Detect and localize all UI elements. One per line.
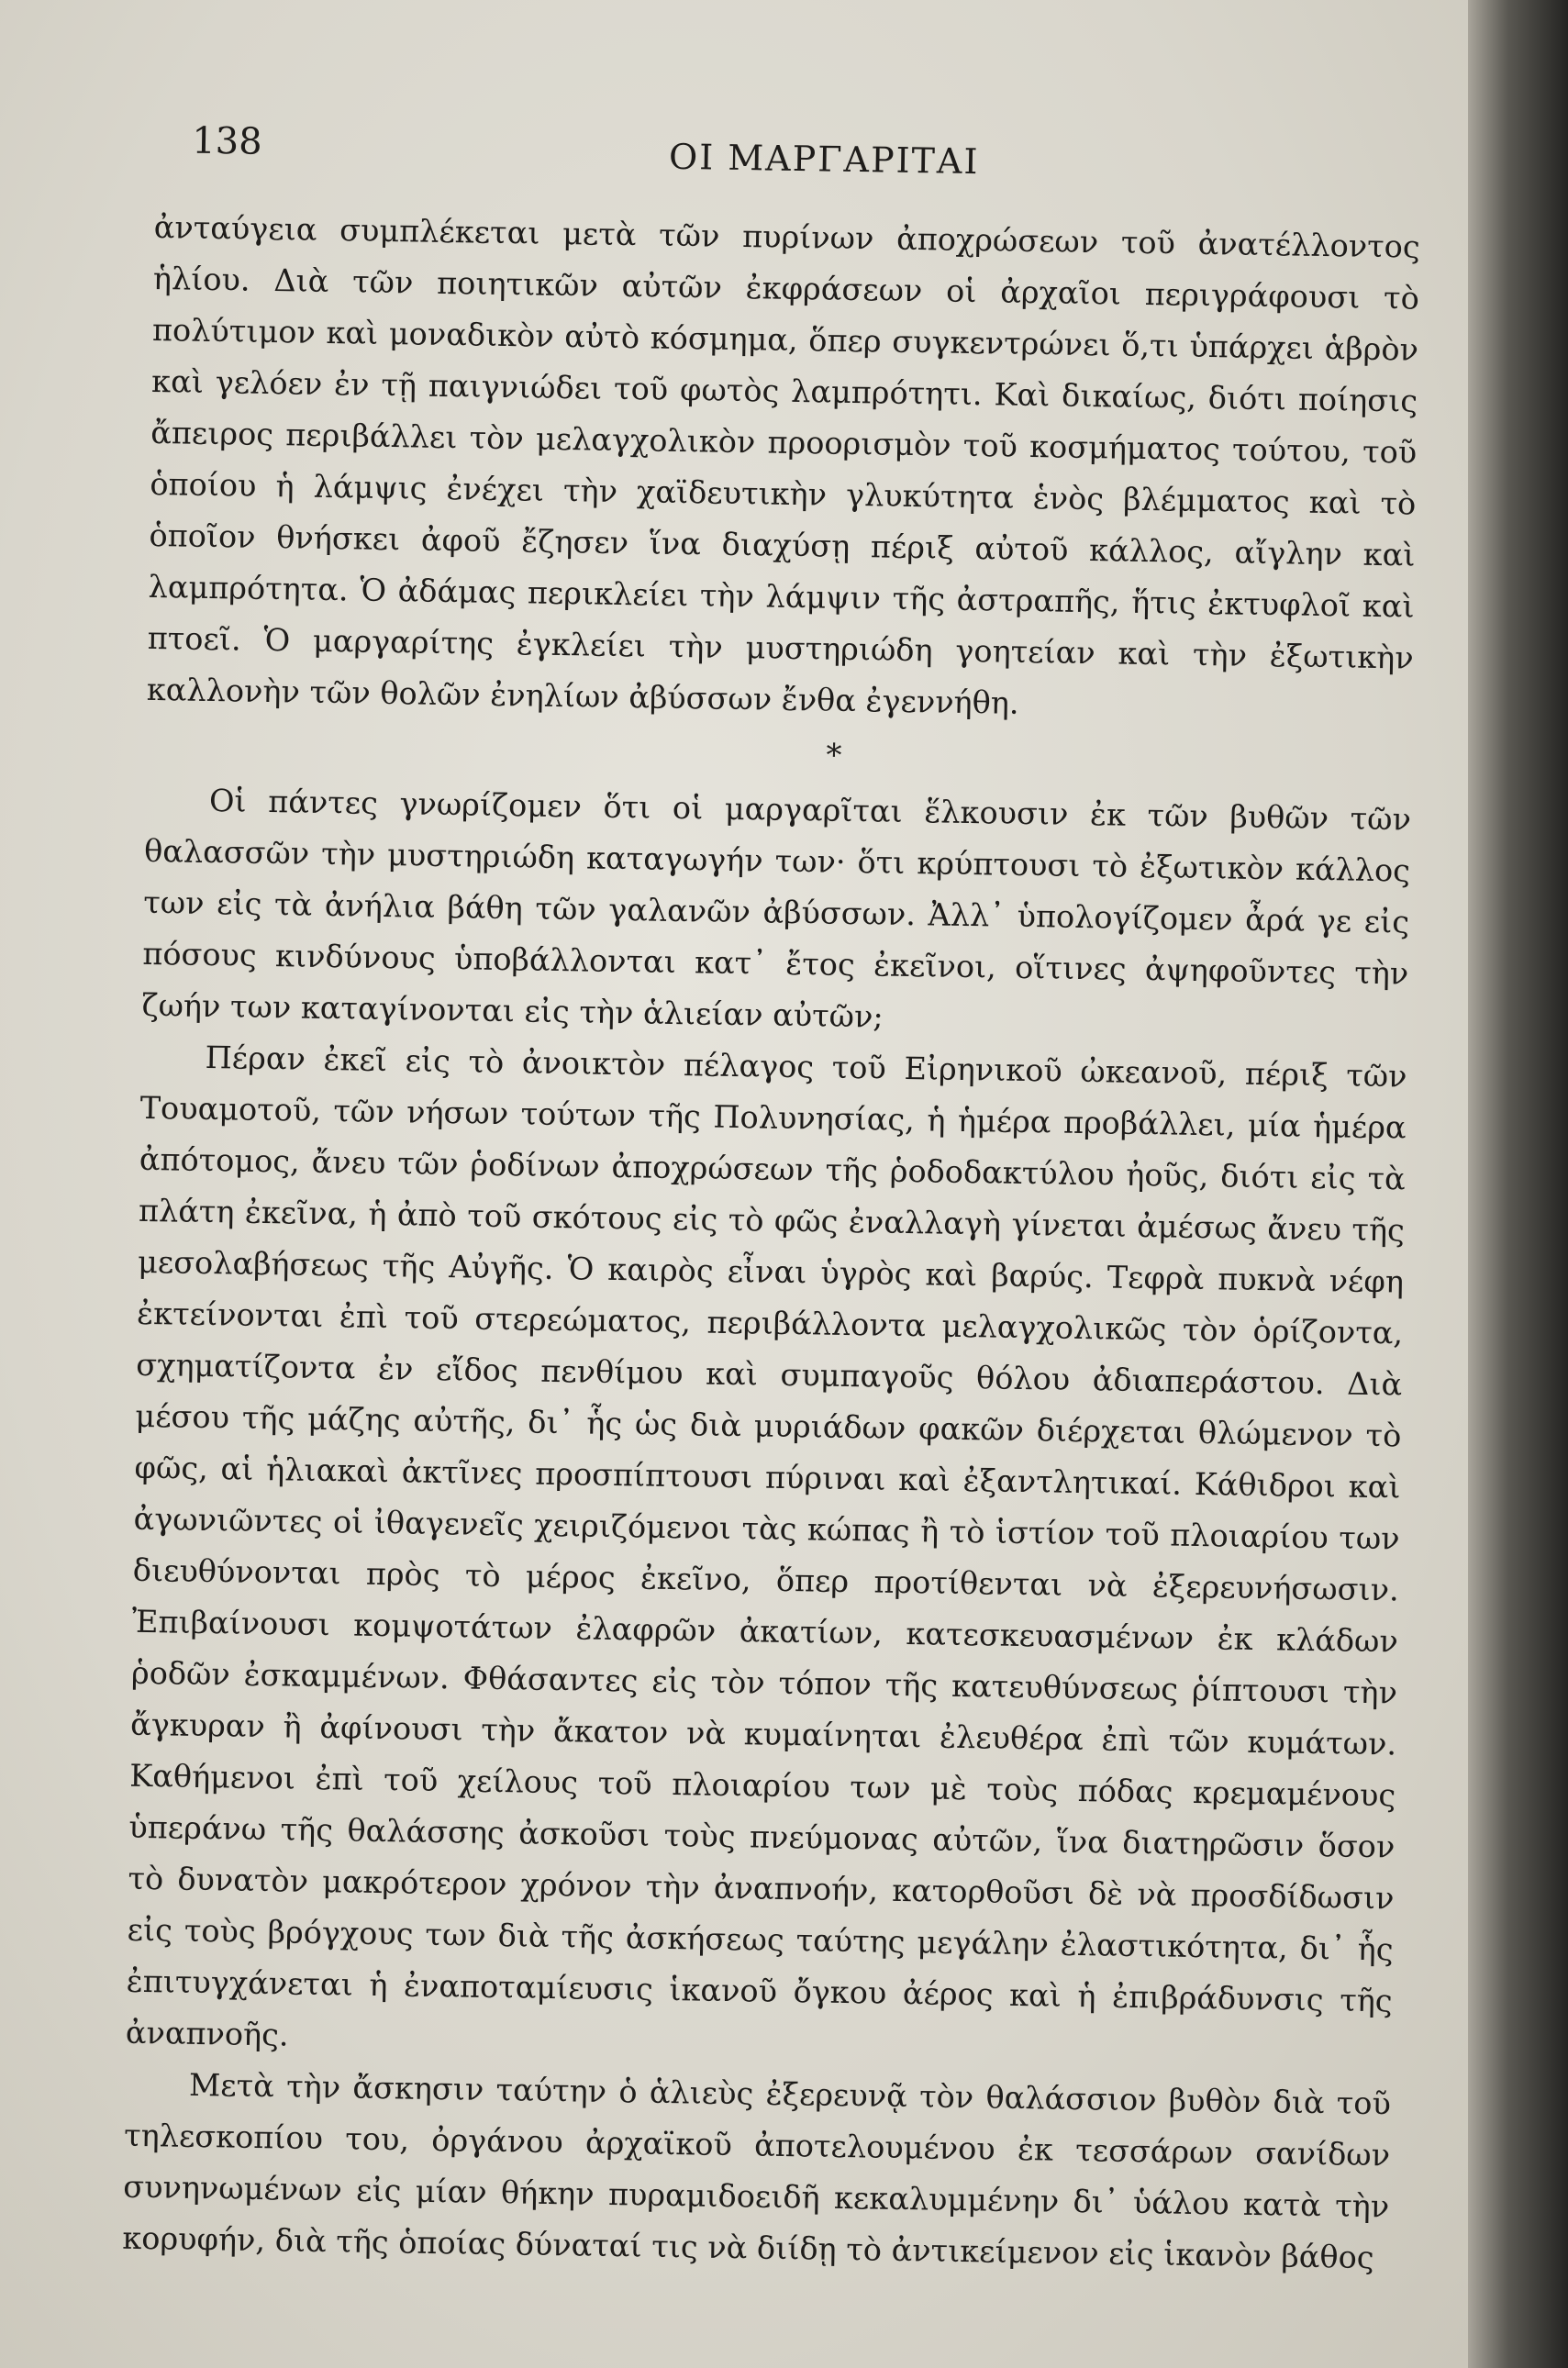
text-block [122,101,1422,2284]
paragraph-1: ἀνταύγεια συμπλέκεται μετὰ τῶν πυρίνων ἀποχρώσεων τοῦ ἀνατέλλοντος ἡλίου. Διὰ τῶν ποιητικῶν αὐτῶν ἐκφράσεων οἱ ἀρχαῖοι περιγράφουσι τὸ πολύτιμον καὶ μοναδικὸν αὐτὸ κόσμημα, ὅπερ συγκεντρώνει ὅ,τι ὑπάρχει ἁβρὸν καὶ γελόεν ἐν τῇ παιγνιώδει τοῦ φωτὸς λαμπρότητι. Καὶ δικαίως, διότι ποίησις ἄπειρος περιβάλλει τὸν μελαγχολικὸν προορισμὸν τοῦ κοσμήματος τούτου, τοῦ ὁποίου ἡ λάμψις ἐνέχει τὴν χαϊδευτικὴν γλυκύτητα ἑνὸς βλέμματος καὶ τὸ ὁποῖον θνήσκει ἀφοῦ ἔζησεν ἵνα διαχύσῃ πέριξ αὐτοῦ κάλλος, αἴγλην καὶ λαμπρότητα. Ὁ ἀδάμας περικλείει τὴν λάμψιν τῆς ἀστραπῆς, ἥτις ἐκτυφλοῖ καὶ πτοεῖ. Ὁ μαργαρίτης ἐγκλείει τὴν μυστηριώδη γοητείαν καὶ τὴν ἐξωτικὴν καλλονὴν τῶν θολῶν ἐνηλίων ἀβύσσων ἔνθα ἐγεννήθη. [146,208,1420,721]
book-gutter-shadow [1468,0,1568,2368]
section-divider: * [826,737,842,774]
paragraph-3: Πέραν ἐκεῖ εἰς τὸ ἀνοικτὸν πέλαγος τοῦ Εἰρηνικοῦ ὠκεανοῦ, πέριξ τῶν Τουαμοτοῦ, τῶν νήσων τούτων τῆς Πολυνησίας, ἡ ἡμέρα προβάλλει, μία ἡμέρα ἀπότομος, ἄνευ τῶν ῥοδίνων ἀποχρώσεων τῆς ῥοδοδακτύλου ἠοῦς, διότι εἰς τὰ πλάτη ἐκεῖνα, ἡ ἀπὸ τοῦ σκότους εἰς τὸ φῶς ἐναλλαγὴ γίνεται ἀμέσως ἄνευ τῆς μεσολαβήσεως τῆς Αὐγῆς. Ὁ καιρὸς εἶναι ὑγρὸς καὶ βαρύς. Τεφρὰ πυκνὰ νέφη ἐκτείνονται ἐπὶ τοῦ στερεώματος, περιβάλλοντα μελαγχολικῶς τὸν ὁρίζοντα, σχηματίζοντα ἐν εἴδος πενθίμου καὶ συμπαγοῦς θόλου ἀδιαπεράστου. Διὰ μέσου τῆς μάζης αὐτῆς, δι᾿ ἧς ὡς διὰ μυριάδων φακῶν διέρχεται θλώμενον τὸ φῶς, αἱ ἡλιακαὶ ἀκτῖνες προσπίπτουσι πύριναι καὶ ἐξαντλητικαί. Κάθιδροι καὶ ἀγωνιῶντες οἱ ἰθαγενεῖς χειριζόμενοι τὰς κώπας ἢ τὸ ἱστίον τοῦ πλοιαρίου των διευθύνονται πρὸς τὸ μέρος ἐκεῖνο, ὅπερ προτίθενται νὰ ἐξερευνήσωσιν. Ἐπιβαίνουσι κομψοτάτων ἐλαφρῶν ἀκατίων, κατεσκευασμένων ἐκ κλάδων ῥοδῶν ἐσκαμμένων. Φθάσαντες εἰς τὸν τόπον τῆς κατευθύνσεως ῥίπτουσι τὴν ἄγκυραν ἢ ἀφίνουσι τὴν ἄκατον νὰ κυμαίνηται ἐλευθέρα ἐπὶ τῶν κυμάτων. Καθήμενοι ἐπὶ τοῦ χείλους τοῦ πλοιαρίου των μὲ τοὺς πόδας κρεμαμένους ὑπεράνω τῆς θαλάσσης ἀσκοῦσι τοὺς πνεύμονας αὐτῶν, ἵνα διατηρῶσιν ὅσον τὸ δυνατὸν μακρότερον χρόνον τὴν ἀναπνοήν, κατορθοῦσι δὲ νὰ προσδίδωσιν εἰς τοὺς βρόγχους των διὰ τῆς ἀσκήσεως ταύτης μεγάλην ἐλαστικότητα, δι᾿ ἧς ἐπιτυγχάνεται ἡ ἐναποταμίευσις ἱκανοῦ ὄγκου ἀέρος καὶ ἡ ἐπιβράδυνσις τῆς ἀναπνοῆς. [125,1039,1407,2053]
page-header [154,101,1422,222]
page-number: 138 [191,119,263,163]
paragraph-2: Οἱ πάντες γνωρίζομεν ὅτι οἱ μαργαρῖται ἕλκουσιν ἐκ τῶν βυθῶν τῶν θαλασσῶν τὴν μυστηριώδη καταγωγήν των· ὅτι κρύπτουσι τὸ ἐξωτικὸν κάλλος των εἰς τὰ ἀνήλια βάθη τῶν γαλανῶν ἀβύσσων. Ἀλλ᾿ ὑπολογίζομεν ἆρά γε εἰς πόσους κινδύνους ὑποβάλλονται κατ᾿ ἔτος ἐκεῖνοι, οἵτινες ἀψηφοῦντες τὴν ζωήν των καταγίνονται εἰς τὴν ἁλιείαν αὐτῶν; [141,783,1412,1035]
running-title: ΟΙ ΜΑΡΓΑΡΙΤΑΙ [668,136,980,183]
paragraph-4: Μετὰ τὴν ἄσκησιν ταύτην ὁ ἁλιεὺς ἐξερευνᾷ τὸν θαλάσσιον βυθὸν διὰ τοῦ τηλεσκοπίου του, ὀργάνου ἀρχαϊκοῦ ἀποτελουμένου ἐκ τεσσάρων σανίδων συνηνωμένων εἰς μίαν θήκην πυραμιδοειδῆ κεκαλυμμένην δι᾿ ὑάλου κατὰ τὴν κορυφήν, διὰ τῆς ὁποίας δύναταί τις νὰ διίδῃ τὸ ἀντικείμενον εἰς ἱκανὸν βάθος [122,2066,1392,2276]
